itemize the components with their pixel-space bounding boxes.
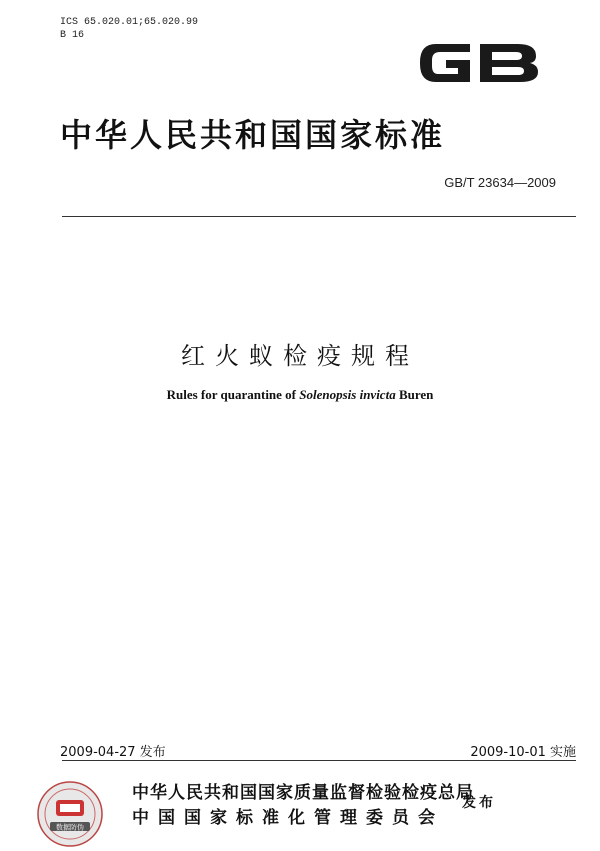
top-divider: [62, 216, 576, 217]
issuer-sac: 中国国家标准化管理委员会: [132, 808, 444, 828]
anti-counterfeit-seal-icon: [36, 780, 104, 848]
standard-code: GB/T 23634—2009: [444, 175, 556, 190]
issuer-aqsiq: 中华人民共和国国家质量监督检验检疫总局: [132, 783, 474, 803]
title-en-suffix: Buren: [398, 387, 434, 402]
implementation-date: 2009-10-01 实施: [470, 745, 576, 760]
document-title-cn: 红火蚁检疫规程: [181, 342, 419, 370]
standard-type-title: 中华人民共和国国家标准: [60, 116, 446, 154]
classification-block: [60, 16, 198, 42]
seal-text: 数据防伪: [56, 823, 84, 832]
title-en-prefix: Rules for quarantine of: [166, 387, 297, 402]
title-en-species: Solenopsis invicta: [299, 387, 396, 402]
bottom-divider: [62, 760, 576, 761]
issue-date: 2009-04-27 发布: [60, 745, 166, 760]
ics-code: ICS 65.020.01;65.020.99: [60, 17, 199, 28]
class-code: B 16: [60, 30, 85, 41]
document-title-en: [0, 387, 600, 403]
publish-label: 发布: [462, 795, 496, 811]
gb-logo-icon: [412, 34, 546, 92]
